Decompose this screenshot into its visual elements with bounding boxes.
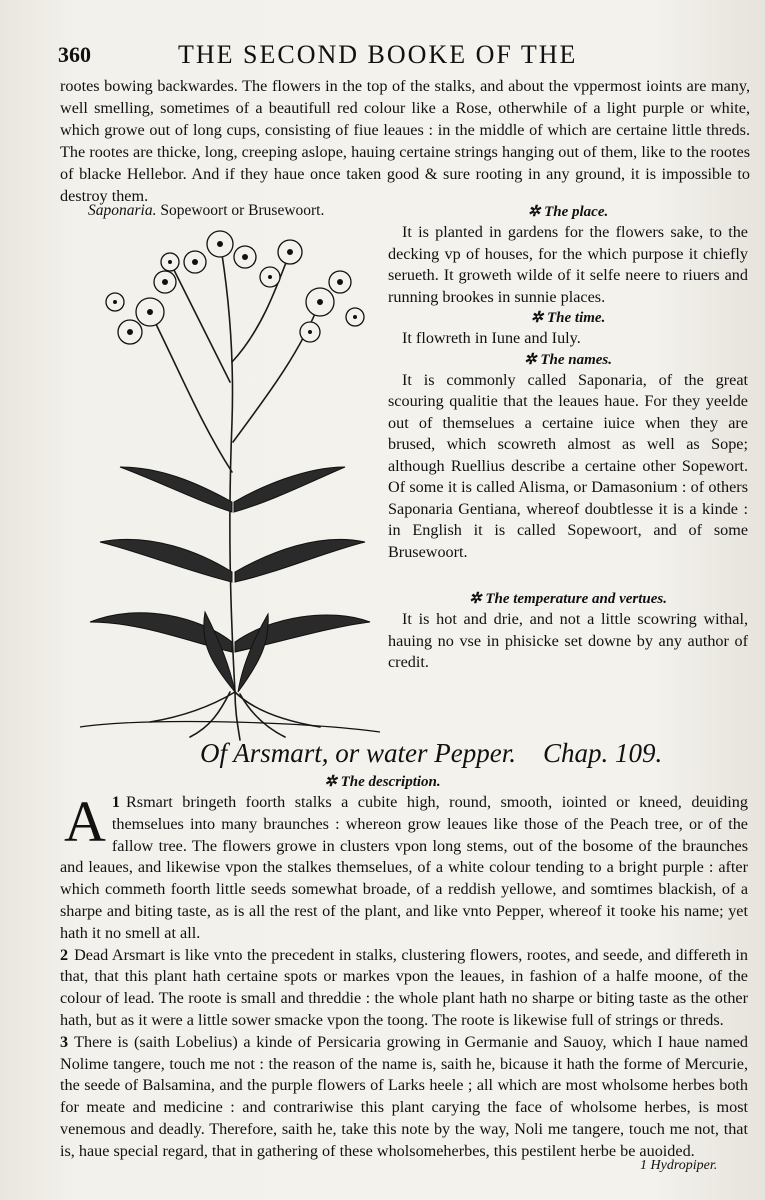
catchword: 1 Hydropiper.: [640, 1158, 718, 1173]
paragraph-number: 3: [60, 1032, 69, 1051]
section-text-names: It is commonly called Saponaria, of the great scouring qualitie that the leaues haue. For they yeelde out of themselues a certaine iuice when they are brused, which scowreth almost as well as Sope; although Ruellius describe a certaine other Sopewort. Of some it is called Alisma, or Damasonium : of others Saponaria Gentiana, whereof doubtlesse it is a kinde : in English it is called Sopewoort, and of some Brusewoort.: [388, 370, 748, 561]
chapter-title: Of Arsmart, or water Pepper.: [200, 738, 517, 768]
running-head: THE SECOND BOOKE OF THE: [178, 40, 578, 69]
paragraph-text: Dead Arsmart is like vnto the precedent in stalks, clustering flowers, rootes, and seede, and differeth in that, that this plant hath certaine spots or markes vpon the leaues, in fashion of a halfe moone, of the colour of lead. The roote is small and threddie : the whole plant hath no sharpe or biting taste as the other hath, but as it were a little sower smacke vpon the toong. The roote is likewise full of strings or threds.: [60, 945, 748, 1029]
paragraph-1: [60, 789, 748, 945]
paragraph-number: 1: [111, 793, 120, 811]
description-heading: ✲ The description.: [324, 774, 441, 790]
figure-caption-english: Sopewoort or Brusewoort.: [160, 202, 325, 219]
section-text-time: It flowreth in Iune and Iuly.: [402, 329, 581, 347]
section-text-temperature: It is hot and drie, and not a little scowring withal, hauing no vse in phisicke set downe by any author of credit.: [388, 610, 748, 671]
chapter-heading: [200, 738, 740, 769]
soapwort-woodcut-illustration: [70, 222, 390, 742]
figure-caption: [88, 202, 324, 220]
paragraph-text: There is (saith Lobelius) a kinde of Persicaria growing in Germanie and Sauoy, which I haue named Nolime tangere, touch me not : the reason of the name is, saith he, bicause it hath the forme of Mercurie, the seede of Balsamina, and the purple flowers of Larks heele ; all which are most wholsome herbes both for meate and medicine : and contrariwise this plant carying the face of wholsome herbes, is most venemous and deadly. Therefore, saith he, take this note by the way, Noli me tangere, touch me not, that is, haue special regard, that in gathering of these wholsomeherbes, this pestilent herbe be auoided.: [60, 1032, 748, 1160]
section-text-place: It is planted in gardens for the flowers sake, to the decking vp of houses, for the which purpose it chiefly serueth. It groweth wilde of it selfe neere to riuers and running brookes in sunnie places.: [388, 223, 748, 306]
figure-caption-latin: Saponaria.: [88, 202, 157, 219]
page-number: 360: [58, 42, 91, 67]
right-column: [388, 202, 748, 674]
paragraph-text: Rsmart bringeth foorth stalks a cubite high, round, smooth, iointed or kneed, deuiding themselues into many braunches : whereon grow leaues like those of the Peach tree, or of the fallow tree. The flowers growe in clusters vpon long stems, out of the bosome of the braunches and leaues, and likewise vpon the stalkes themselues, of a white colour tending to a bright purple : after which commeth foorth little seeds somewhat broade, of a reddish yellowe, and somtimes blackish, of a sharpe and biting taste, as is all the rest of the plant, and like vnto Pepper, whereof it tooke his name; yet hath it no smell at all.: [60, 793, 748, 942]
chapter-body: [60, 789, 748, 1163]
section-heading-names: ✲ The names.: [524, 351, 612, 368]
section-heading-place: ✲ The place.: [527, 204, 609, 220]
paragraph-number: 2: [60, 945, 69, 964]
drop-cap-letter: A: [64, 789, 106, 854]
chapter-number: Chap. 109.: [543, 738, 663, 768]
section-heading-temperature: ✲ The temperature and vertues.: [469, 591, 667, 607]
section-heading-time: ✲ The time.: [530, 310, 606, 326]
intro-paragraph: rootes bowing backwardes. The flowers in the top of the stalks, and about the vppermost ioints are many, well smelling, sometimes of a beautifull red colour like a Rose, otherwhile of a light purple or white, which growe out of long cups, consisting of fiue leaues : in the middle of which are certaine little threds. The rootes are thicke, long, creeping aslope, hauing certaine strings hanging out of them, like to the rootes of blacke Hellebor. And if they haue once taken good & sure rooting in any ground, it is impossible to destroy them.: [60, 77, 750, 205]
page-header: [58, 40, 748, 74]
paragraph-2: [60, 945, 748, 1032]
paragraph-3: [60, 1032, 748, 1163]
